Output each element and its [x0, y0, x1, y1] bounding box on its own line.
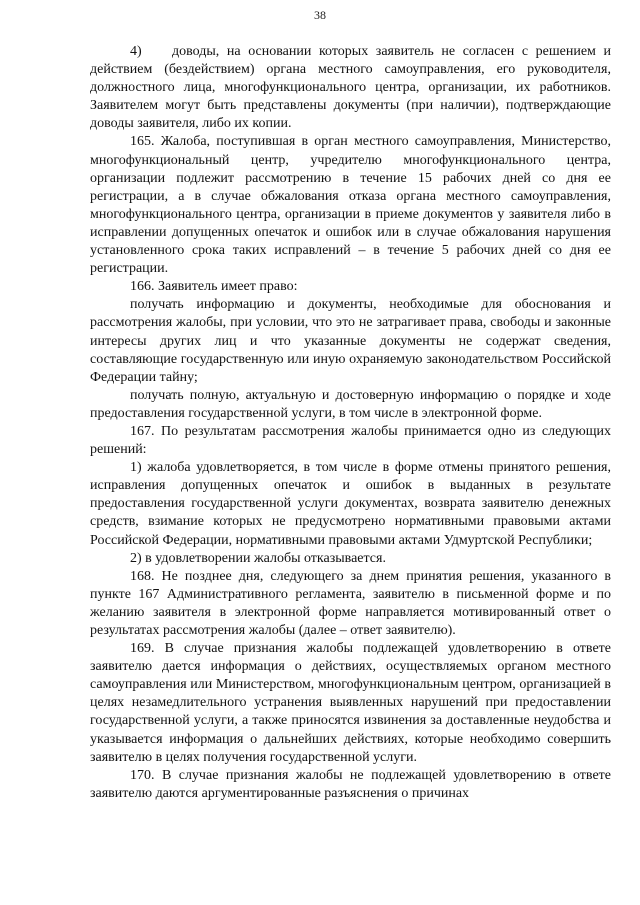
paragraph-decision-satisfied: 1) жалоба удовлетворяется, в том числе в форме отмены принятого решения, исправления допущенных опечаток и ошибок в выданных в результате предоставления государственной услуги документах, возврата заявителю денежных средств, взимание которых не предусмотрено нормативными правовыми актами Российской Федерации, нормативными правовыми актами Удмуртской Республики; [90, 460, 611, 548]
paragraph-right-receive-information: получать полную, актуальную и достоверную информацию о порядке и ходе предоставления государственной услуги, в том числе в электронной форме. [90, 387, 611, 421]
paragraph-169-satisfied-response: 169. В случае признания жалобы подлежащей удовлетворению в ответе заявителю дается информация о действиях, осуществляемых органом местного самоуправления или Министерством, многофункциональным центром, организацией в целях незамедлительного устранения выявленных нарушений при предоставлении государственной услуги, а также приносятся извинения за доставленные неудобства и указывается информация о дальнейших действиях, которые необходимо совершить заявителю в целях получения государственной услуги. [90, 641, 611, 765]
paragraph-166-applicant-rights: 166. Заявитель имеет право: [130, 279, 298, 295]
paragraph-right-receive-documents: получать информацию и документы, необходимые для обоснования и рассмотрения жалобы, при условии, что это не затрагивает права, свободы и законные интересы других лиц и что указанные документы не содержат сведения, составляющие государственную или иную охраняемую законодательством Российской Федерации тайну; [90, 297, 611, 385]
document-body [90, 43, 611, 803]
page-number: 38 [314, 8, 326, 22]
paragraph-165-review-terms: 165. Жалоба, поступившая в орган местного самоуправления, Министерство, многофункциональный центр, учредителю многофункционального центра, организации подлежит рассмотрению в течение 15 рабочих дней со дня ее регистрации, а в случае обжалования отказа органа местного самоуправления, многофункционального центра, организации в приеме документов у заявителя либо в исправлении допущенных опечаток и ошибок или в случае обжалования нарушения установленного срока таких исправлений – в течение 5 рабочих дней со дня ее регистрации. [90, 134, 611, 277]
paragraph-item-4-arguments: 4) доводы, на основании которых заявитель не согласен с решением и действием (бездействием) органа местного самоуправления, его руководителя, должностного лица, многофункционального центра, организации, их работников. Заявителем могут быть представлены документы (при наличии), подтверждающие доводы заявителя, либо их копии. [90, 44, 611, 132]
paragraph-decision-refused: 2) в удовлетворении жалобы отказывается. [130, 550, 386, 566]
paragraph-168-response: 168. Не позднее дня, следующего за днем принятия решения, указанного в пункте 167 Административного регламента, заявителю в письменной форме и по желанию заявителя в электронной форме направляется мотивированный ответ о результатах рассмотрения жалобы (далее – ответ заявителю). [90, 568, 611, 638]
paragraph-170-unsatisfied-response: 170. В случае признания жалобы не подлежащей удовлетворению в ответе заявителю даются аргументированные разъяснения о причинах [90, 767, 611, 801]
paragraph-167-decisions: 167. По результатам рассмотрения жалобы принимается одно из следующих решений: [90, 423, 611, 458]
